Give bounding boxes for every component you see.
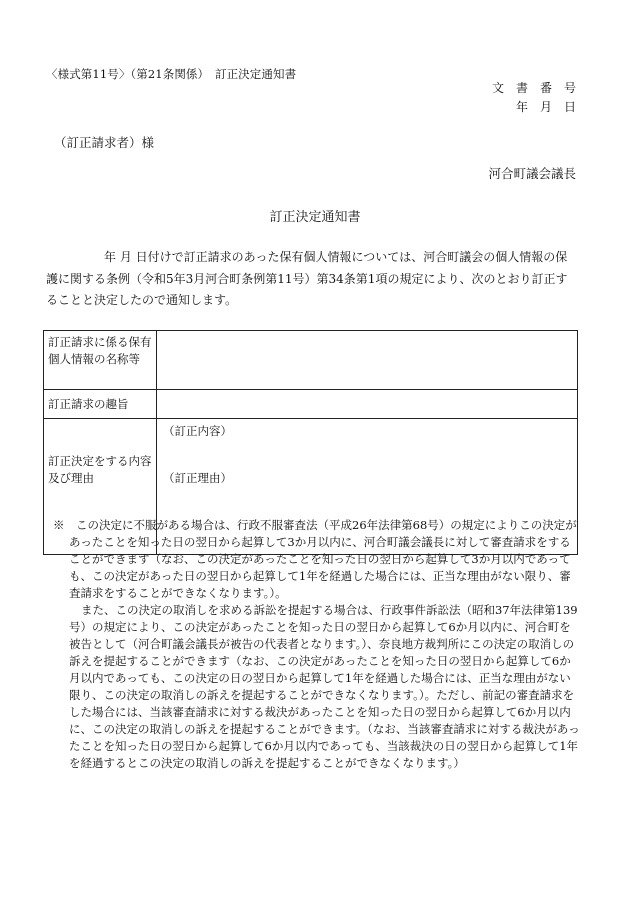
recipient: （訂正請求者）様 [54,135,155,150]
issuer: 河合町議会議長 [488,166,576,181]
document-title: 訂正決定通知書 [269,210,361,225]
document-number-block [492,79,576,117]
appeal-notice-paragraph-1: ※ この決定に不服がある場合は、行政不服審査法（平成26年法律第68号）の規定によりこの決定があったことを知った日の翌日から起算して3か月以内に、河合町議会議長に対して審査請求をすることができます（なお、この決定があったことを知った日の翌日から起算して3か月以内であっても、この決定があった日の翌日から起算して1年を経過した場合には、正当な理由がない限り、審査請求をすることができなくなります。）。 [53,518,577,600]
decision-content-label: 訂正決定をする内容及び理由 [44,419,157,555]
document-number: 文 書 番 号 [491,81,576,95]
personal-info-name-label: 訂正請求に係る保有個人情報の名称等 [44,331,157,390]
request-purpose-cell [157,390,578,419]
request-purpose-label: 訂正請求の趣旨 [44,390,157,419]
appeal-notice [53,517,580,772]
correction-reason-label: （訂正理由） [163,471,232,485]
form-label: 〈様式第11号〉（第21条関係） 訂正決定通知書 [46,67,297,81]
body-paragraph: 年 月 日付けで訂正請求のあった保有個人情報については、河合町議会の個人情報の保護に関する条例（令和5年3月河合町条例第11号）第34条第1項の規定により、次のとおり訂正することと決定したので通知します。 [46,250,568,307]
personal-info-name-cell [157,331,578,390]
table-row [44,390,578,419]
table-row [44,331,578,390]
correction-content-label: （訂正内容） [163,424,232,438]
appeal-notice-paragraph-2: また、この決定の取消しを求める訴訟を提起する場合は、行政事件訴訟法（昭和37年法律第139号）の規定により、この決定があったことを知った日の翌日から起算して6か月以内に、河合町を被告として（河合町議会議長が被告の代表者となります。）、奈良地方裁判所にこの決定の取消しの訴えを提起することができます（なお、この決定があったことを知った日の翌日から起算して6か月以内であっても、この決定の日の翌日から起算して1年を経過した場合には、正当な理由がない限り、この決定の取消しの訴えを提起することができなくなります。）。ただし、前記の審査請求をした場合には、当該審査請求に対する裁決があったことを知った日の翌日から起算して6か月以内に、この決定の取消しの訴えを提起することができます。（なお、当該審査請求に対する裁決があったことを知った日の翌日から起算して6か月以内であっても、当該裁決の日の翌日から起算して1年を経過するとこの決定の取消しの訴えを提起することができなくなります。） [69,603,580,770]
document-date: 年 月 日 [515,100,576,114]
